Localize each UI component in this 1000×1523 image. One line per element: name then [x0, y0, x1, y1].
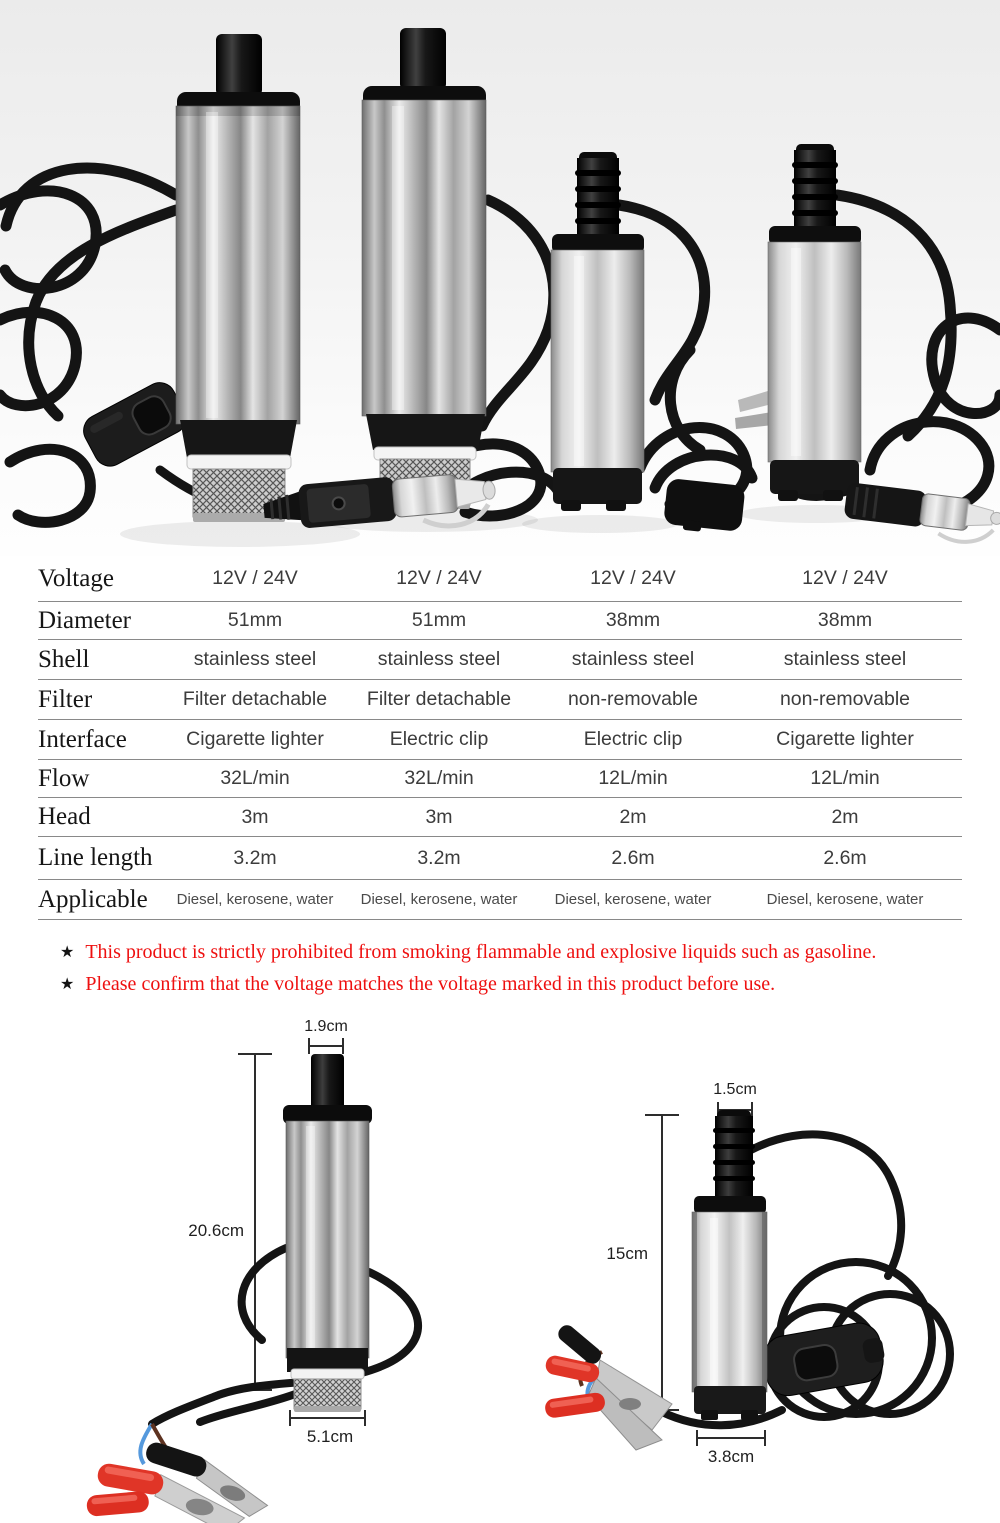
spec-value: Electric clip	[389, 728, 489, 750]
spec-value: 38mm	[605, 609, 661, 631]
warning-text: Please confirm that the voltage matches the voltage marked in this product before use.	[85, 973, 776, 995]
spec-value: Diesel, kerosene, water	[360, 891, 518, 908]
spec-value: stainless steel	[571, 648, 695, 670]
spec-value: 51mm	[411, 609, 467, 631]
dimension-diagrams	[0, 1010, 1000, 1523]
spec-value: 12V / 24V	[802, 567, 888, 589]
spec-value: 32L/min	[220, 767, 290, 789]
diagram-small-pump	[544, 1081, 950, 1466]
spec-row-applicable	[38, 880, 962, 920]
spec-value: stainless steel	[193, 648, 317, 670]
dim-large-height: 20.6cm	[188, 1221, 244, 1240]
spec-value: Diesel, kerosene, water	[766, 891, 924, 908]
dim-large-bottom-width: 5.1cm	[306, 1427, 354, 1446]
pumps-photo	[0, 0, 1000, 556]
star-icon: ★	[60, 944, 75, 961]
spec-value: Electric clip	[583, 728, 683, 750]
spec-value: non-removable	[779, 688, 911, 710]
spec-value: stainless steel	[377, 648, 501, 670]
spec-row-diameter	[38, 602, 962, 640]
spec-label: Filter	[38, 685, 93, 713]
star-icon: ★	[60, 976, 75, 993]
large-pump-cable	[152, 1248, 418, 1424]
spec-value: 2.6m	[611, 846, 655, 869]
spec-value: 2.6m	[823, 846, 867, 869]
spec-row-interface	[38, 720, 962, 760]
dimension-diagrams-section	[0, 1010, 1000, 1523]
spec-value: 2m	[619, 805, 647, 828]
spec-value: 38mm	[817, 609, 873, 631]
spec-row-flow	[38, 760, 962, 798]
spec-value: Cigarette lighter	[186, 728, 324, 750]
spec-label: Line length	[38, 844, 153, 871]
inline-switch-photo	[78, 377, 192, 472]
spec-row-line-length	[38, 837, 962, 880]
spec-label: Head	[38, 803, 91, 830]
product-photo-section	[0, 0, 1000, 556]
spec-value: 3.2m	[417, 846, 461, 869]
spec-row-shell	[38, 640, 962, 680]
dim-small-top-width: 1.5cm	[713, 1081, 757, 1098]
pump-large-1	[176, 34, 300, 522]
warning-line-1	[60, 941, 995, 973]
dim-small-bottom-width: 3.8cm	[707, 1447, 755, 1466]
spec-value: Diesel, kerosene, water	[554, 891, 712, 908]
warning-line-2	[60, 973, 995, 1005]
spec-value: 3.2m	[233, 846, 277, 869]
spec-label: Flow	[38, 764, 90, 792]
warnings-section	[60, 941, 995, 1005]
spec-value: 2m	[831, 805, 859, 828]
battery-clamps-small	[544, 1322, 672, 1450]
dim-small-height: 15cm	[606, 1244, 648, 1263]
spec-label: Voltage	[38, 564, 114, 592]
diagram-large-pump	[86, 1018, 418, 1523]
spec-table	[38, 556, 962, 920]
battery-clamps-large	[86, 1424, 276, 1523]
spec-value: 12L/min	[598, 767, 668, 789]
spec-value: 3m	[425, 805, 453, 828]
spec-value: 12V / 24V	[590, 567, 676, 589]
spec-value: Filter detachable	[182, 688, 328, 710]
spec-value: 51mm	[227, 609, 283, 631]
spec-label: Applicable	[38, 885, 148, 913]
spec-value: stainless steel	[783, 648, 907, 670]
dim-large-top-width: 1.9cm	[304, 1018, 348, 1035]
spec-value: 12V / 24V	[396, 567, 482, 589]
spec-row-filter	[38, 680, 962, 720]
spec-value: 32L/min	[404, 767, 474, 789]
spec-value: 12L/min	[810, 767, 880, 789]
spec-row-voltage	[38, 556, 962, 602]
warning-text: This product is strictly prohibited from smoking flammable and explosive liquids such as gasoline.	[85, 941, 877, 963]
spec-value: Filter detachable	[366, 688, 512, 710]
spec-label: Shell	[38, 645, 90, 673]
spec-label: Interface	[38, 725, 127, 753]
spec-value: non-removable	[567, 688, 699, 710]
spec-row-head	[38, 798, 962, 837]
spec-value: 12V / 24V	[212, 567, 298, 589]
spec-value: Diesel, kerosene, water	[176, 891, 334, 908]
spec-value: 3m	[241, 805, 269, 828]
spec-label: Diameter	[38, 606, 132, 634]
spec-value: Cigarette lighter	[776, 728, 914, 750]
pump-large-2	[362, 28, 486, 509]
